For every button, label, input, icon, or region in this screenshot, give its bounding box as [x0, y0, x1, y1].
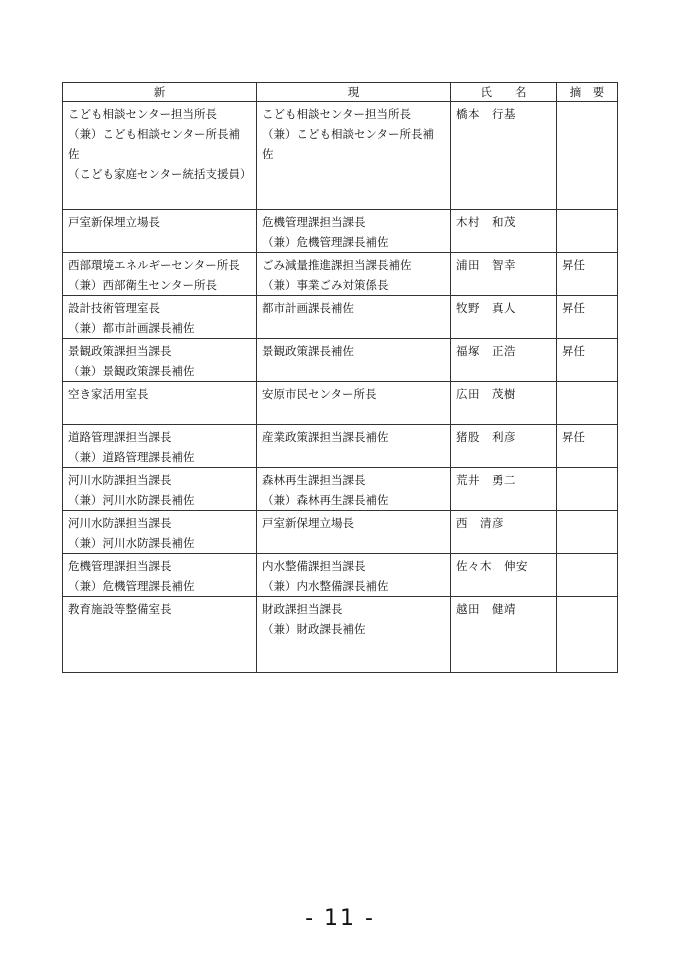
new-position-cell	[63, 554, 257, 597]
table-row	[63, 296, 618, 339]
new-position-line: （兼）道路管理課長補佐	[68, 450, 195, 464]
new-position-line: 景観政策課担当課長	[68, 344, 172, 358]
header-note: 摘 要	[557, 83, 618, 102]
personnel-table	[62, 82, 618, 673]
table-row	[63, 468, 618, 511]
note-cell	[557, 210, 618, 253]
person-name: 浦田 智幸	[451, 253, 557, 296]
new-position-line: （兼）西部衛生センター所長	[68, 278, 218, 292]
current-position-cell	[257, 554, 451, 597]
person-name: 佐々木 伸安	[451, 554, 557, 597]
new-position-line: 設計技術管理室長	[68, 301, 160, 315]
new-position-line: 河川水防課担当課長	[68, 473, 172, 487]
current-position-line: ごみ減量推進課担当課長補佐	[262, 258, 412, 272]
current-position-line: 森林再生課担当課長	[262, 473, 366, 487]
new-position-line: 空き家活用室長	[68, 387, 149, 401]
new-position-line: （兼）河川水防課長補佐	[68, 536, 195, 550]
current-position-line: （兼）森林再生課長補佐	[262, 493, 389, 507]
new-position-line: 河川水防課担当課長	[68, 516, 172, 530]
table-row	[63, 210, 618, 253]
new-position-cell	[63, 468, 257, 511]
current-position-cell	[257, 468, 451, 511]
current-position-cell	[257, 425, 451, 468]
new-position-line: 西部環境エネルギーセンター所長	[68, 258, 240, 272]
table-row	[63, 382, 618, 425]
new-position-cell	[63, 102, 257, 210]
new-position-line: （こども家庭センター統括支援員）	[68, 167, 252, 181]
current-position-cell	[257, 210, 451, 253]
new-position-cell	[63, 425, 257, 468]
new-position-cell	[63, 382, 257, 425]
note-cell: 昇任	[557, 339, 618, 382]
note-cell	[557, 511, 618, 554]
person-name: 福塚 正浩	[451, 339, 557, 382]
note-cell	[557, 102, 618, 210]
current-position-line: 産業政策課担当課長補佐	[262, 430, 389, 444]
current-position-line: 安原市民センター所長	[262, 387, 377, 401]
new-position-line: 道路管理課担当課長	[68, 430, 172, 444]
current-position-line: 内水整備課担当課長	[262, 559, 366, 573]
new-position-cell	[63, 296, 257, 339]
table-row	[63, 511, 618, 554]
person-name: 牧野 真人	[451, 296, 557, 339]
person-name: 荒井 勇二	[451, 468, 557, 511]
current-position-line: （兼）事業ごみ対策係長	[262, 278, 389, 292]
current-position-line: 都市計画課長補佐	[262, 301, 354, 315]
note-cell: 昇任	[557, 425, 618, 468]
person-name: 橋本 行基	[451, 102, 557, 210]
new-position-cell	[63, 253, 257, 296]
header-name: 氏 名	[451, 83, 557, 102]
person-name: 広田 茂樹	[451, 382, 557, 425]
note-cell	[557, 554, 618, 597]
person-name: 越田 健靖	[451, 597, 557, 673]
current-position-line: （兼）こども相談センター所長補佐	[262, 127, 435, 161]
current-position-cell	[257, 339, 451, 382]
person-name: 木村 和茂	[451, 210, 557, 253]
new-position-line: （兼）危機管理課長補佐	[68, 579, 195, 593]
current-position-cell	[257, 102, 451, 210]
note-cell: 昇任	[557, 296, 618, 339]
note-cell: 昇任	[557, 253, 618, 296]
new-position-line: （兼）こども相談センター所長補佐	[68, 127, 241, 161]
table-row	[63, 253, 618, 296]
new-position-line: 教育施設等整備室長	[68, 602, 172, 616]
current-position-line: 景観政策課長補佐	[262, 344, 354, 358]
new-position-cell	[63, 511, 257, 554]
current-position-line: （兼）財政課長補佐	[262, 622, 366, 636]
new-position-line: （兼）河川水防課長補佐	[68, 493, 195, 507]
note-cell	[557, 382, 618, 425]
table-row	[63, 554, 618, 597]
current-position-cell	[257, 597, 451, 673]
person-name: 猪股 利彦	[451, 425, 557, 468]
current-position-cell	[257, 296, 451, 339]
current-position-line: 財政課担当課長	[262, 602, 343, 616]
current-position-line: （兼）危機管理課長補佐	[262, 235, 389, 249]
new-position-cell	[63, 339, 257, 382]
table-row	[63, 425, 618, 468]
person-name: 西 清彦	[451, 511, 557, 554]
table-row	[63, 597, 618, 673]
new-position-cell	[63, 597, 257, 673]
current-position-cell	[257, 382, 451, 425]
new-position-line: （兼）景観政策課長補佐	[68, 364, 195, 378]
current-position-line: 危機管理課担当課長	[262, 215, 366, 229]
note-cell	[557, 468, 618, 511]
current-position-cell	[257, 511, 451, 554]
current-position-line: 戸室新保埋立場長	[262, 516, 354, 530]
header-new: 新	[63, 83, 257, 102]
table-header-row	[63, 83, 618, 102]
note-cell	[557, 597, 618, 673]
new-position-line: （兼）都市計画課長補佐	[68, 321, 195, 335]
new-position-line: 危機管理課担当課長	[68, 559, 172, 573]
new-position-line: 戸室新保埋立場長	[68, 215, 160, 229]
current-position-cell	[257, 253, 451, 296]
header-current: 現	[257, 83, 451, 102]
current-position-line: （兼）内水整備課長補佐	[262, 579, 389, 593]
new-position-cell	[63, 210, 257, 253]
new-position-line: こども相談センター担当所長	[68, 107, 218, 121]
page-number: - 11 -	[305, 906, 375, 931]
table-row	[63, 102, 618, 210]
table-row	[63, 339, 618, 382]
current-position-line: こども相談センター担当所長	[262, 107, 412, 121]
